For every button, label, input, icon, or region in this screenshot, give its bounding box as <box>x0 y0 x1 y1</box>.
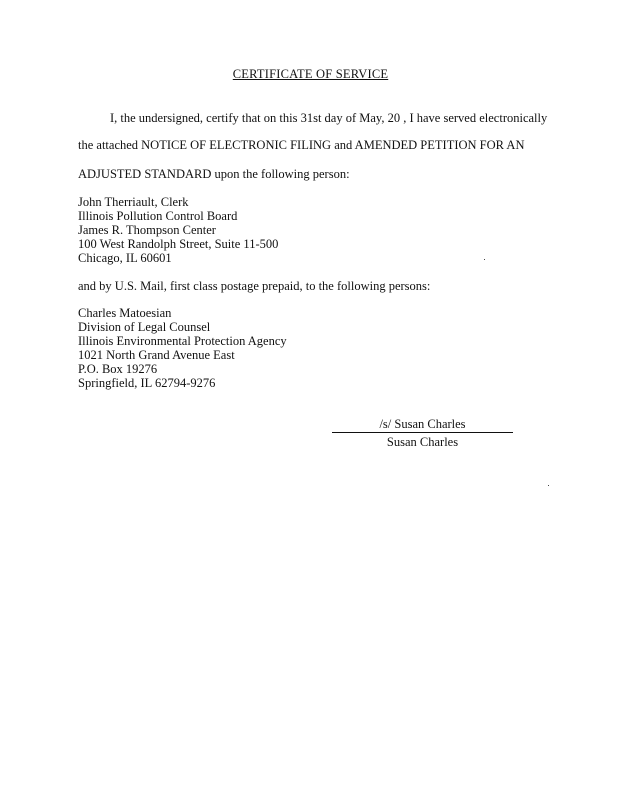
address-line: Illinois Pollution Control Board <box>78 209 238 223</box>
scan-speck <box>484 259 485 260</box>
address-line: John Therriault, Clerk <box>78 195 189 209</box>
address-line: Charles Matoesian <box>78 306 172 320</box>
scan-speck <box>548 485 549 486</box>
page-title: CERTIFICATE OF SERVICE <box>232 67 389 81</box>
recipient-address-block-2 <box>78 307 287 391</box>
address-line: 100 West Randolph Street, Suite 11-500 <box>78 237 279 251</box>
address-line: Springfield, IL 62794-9276 <box>78 376 216 390</box>
signer-name: Susan Charles <box>386 435 459 449</box>
address-line: 1021 North Grand Avenue East <box>78 348 235 362</box>
intro-line-3: ADJUSTED STANDARD upon the following person: <box>78 167 350 181</box>
address-line: Illinois Environmental Protection Agency <box>78 334 287 348</box>
address-line: Division of Legal Counsel <box>78 320 211 334</box>
intro-line-1: I, the undersigned, certify that on this 31st day of May, 20 , I have served electronically <box>110 111 548 125</box>
intro-line-2: the attached NOTICE OF ELECTRONIC FILING and AMENDED PETITION FOR AN <box>78 138 525 152</box>
recipient-address-block-1 <box>78 196 278 266</box>
mail-service-line: and by U.S. Mail, first class postage prepaid, to the following persons: <box>78 279 431 293</box>
address-line: P.O. Box 19276 <box>78 362 158 376</box>
address-line: Chicago, IL 60601 <box>78 251 172 265</box>
address-line: James R. Thompson Center <box>78 223 216 237</box>
electronic-signature: /s/ Susan Charles <box>332 418 513 433</box>
signature-block <box>332 418 513 449</box>
